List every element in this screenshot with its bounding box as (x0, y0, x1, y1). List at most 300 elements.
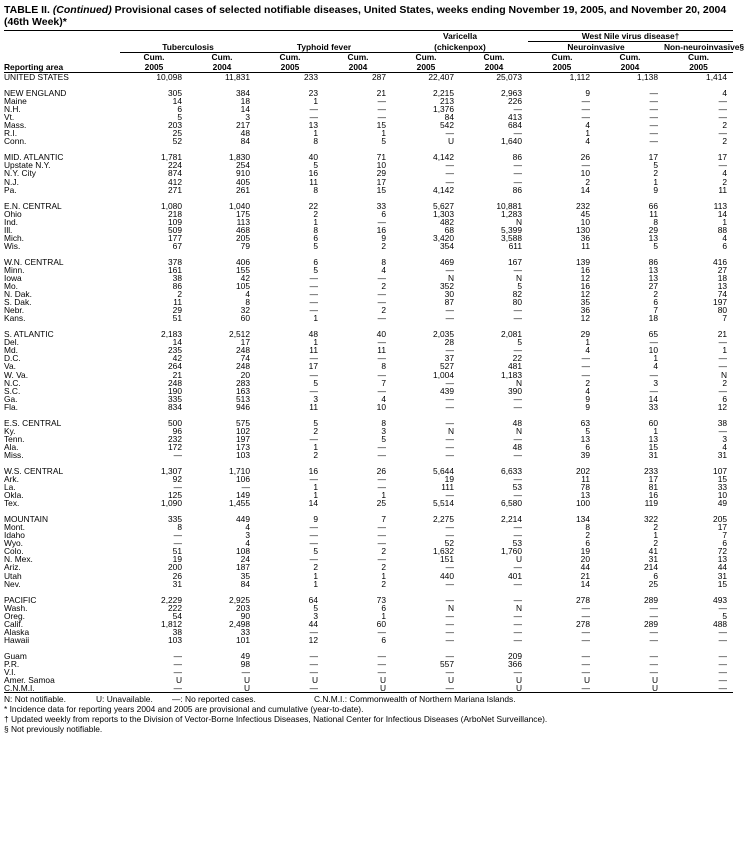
value-cell: — (377, 522, 386, 533)
table-row (4, 668, 733, 676)
value-cell: 96 (172, 425, 182, 436)
value-cell: — (718, 104, 728, 115)
table-row (4, 129, 733, 137)
reporting-area-cell: Alaska (4, 626, 30, 637)
value-cell: — (309, 667, 318, 677)
value-cell: U (447, 675, 454, 686)
value-cell: U (515, 554, 522, 565)
value-cell: 542 (440, 120, 454, 131)
value-cell: 3 (245, 112, 250, 123)
table-title (4, 4, 733, 28)
value-cell: 1 (585, 337, 590, 348)
value-cell: 9 (585, 393, 590, 404)
value-cell: 17 (308, 361, 318, 372)
value-cell: 10,098 (156, 72, 182, 82)
value-cell: 1 (313, 96, 318, 107)
value-cell: 44 (717, 562, 728, 573)
value-cell: 86 (648, 256, 658, 267)
value-cell: — (377, 626, 386, 637)
value-cell: 2 (381, 578, 386, 589)
value-cell: — (173, 538, 182, 549)
value-cell: 6 (585, 538, 590, 549)
value-cell: 26 (580, 152, 590, 163)
value-cell: 1 (381, 128, 386, 139)
value-cell: 2 (381, 305, 386, 316)
value-cell: 2 (722, 120, 728, 131)
value-cell: — (173, 658, 182, 669)
value-cell: — (718, 112, 728, 123)
value-cell: 9 (381, 232, 386, 243)
header-year: 2004 (460, 62, 528, 73)
value-cell: — (649, 369, 658, 380)
reporting-area-cell: N. Mex. (4, 554, 33, 565)
value-cell: 10 (717, 490, 728, 501)
value-cell: 103 (236, 449, 250, 460)
value-cell: U (583, 675, 590, 686)
value-cell: 6 (313, 256, 318, 267)
value-cell: 25 (648, 578, 658, 589)
value-cell: 4,142 (433, 184, 454, 195)
value-cell: — (649, 112, 658, 123)
reporting-area-cell: R.I. (4, 128, 18, 139)
value-cell: — (513, 667, 522, 677)
value-cell: 2 (653, 289, 658, 300)
value-cell: 14 (172, 337, 182, 348)
value-cell: — (445, 377, 454, 388)
spacer-row (4, 250, 733, 258)
table-row (4, 467, 733, 475)
value-cell: — (377, 353, 386, 364)
value-cell: — (581, 610, 590, 621)
reporting-area-cell: Nebr. (4, 305, 25, 316)
reporting-area-cell: Wyo. (4, 538, 24, 549)
value-cell: 232 (576, 200, 590, 211)
value-cell: 9 (653, 184, 658, 195)
value-cell: 2 (585, 530, 590, 541)
value-cell: 88 (717, 224, 728, 235)
value-cell: 20 (580, 554, 590, 565)
value-cell: 38 (172, 626, 182, 637)
value-cell: — (581, 361, 590, 372)
header-cum: Cum. (279, 52, 301, 62)
value-cell: 81 (648, 482, 658, 493)
value-cell: 6 (381, 602, 386, 613)
reporting-area-cell: Calif. (4, 618, 24, 629)
value-cell: 1,090 (161, 498, 182, 509)
value-cell: 1 (381, 610, 386, 621)
value-cell: 41 (648, 546, 658, 557)
value-cell: 2,925 (229, 594, 250, 605)
value-cell: — (445, 522, 454, 533)
value-cell: 2 (653, 538, 658, 549)
value-cell: 6,633 (501, 465, 522, 476)
value-cell: 16 (308, 168, 318, 179)
value-cell: 4,142 (433, 152, 454, 163)
value-cell: 271 (168, 184, 182, 195)
value-cell: 5 (585, 425, 590, 436)
value-cell: 205 (713, 514, 728, 525)
reporting-area-cell: Iowa (4, 272, 22, 283)
value-cell: 5 (313, 240, 318, 251)
value-cell: 40 (376, 329, 386, 340)
value-cell: — (445, 168, 454, 179)
reporting-area-cell: N.H. (4, 104, 21, 115)
value-cell: 17 (648, 474, 658, 485)
reporting-area-cell: Md. (4, 345, 18, 356)
value-cell: 3,420 (433, 232, 454, 243)
value-cell: — (241, 482, 250, 493)
value-cell: 173 (236, 441, 250, 452)
table-row (4, 403, 733, 411)
reporting-area-cell: Va. (4, 361, 16, 372)
value-cell: 32 (240, 305, 250, 316)
reporting-area-cell: Upstate N.Y. (4, 160, 51, 171)
value-cell: 352 (440, 281, 454, 292)
value-cell: — (513, 594, 522, 605)
reporting-area-cell: Del. (4, 337, 19, 348)
table-row (4, 660, 733, 668)
reporting-area-cell: E.S. CENTRAL (4, 417, 62, 428)
title-rest: Provisional cases of selected notifiable diseases, United States, weeks ending November 19, 2005, and November 20, 2004 (46th Week)* (4, 4, 727, 28)
header-blank-4 (4, 53, 120, 63)
reporting-area-cell: Nev. (4, 578, 21, 589)
value-cell: 37 (444, 353, 454, 364)
value-cell: 1 (653, 353, 658, 364)
value-cell: 15 (717, 578, 728, 589)
value-cell: 8 (381, 256, 386, 267)
value-cell: 60 (240, 313, 250, 324)
value-cell: 1,830 (229, 152, 250, 163)
value-cell: — (309, 554, 318, 565)
value-cell: — (513, 433, 522, 444)
value-cell: 17 (240, 337, 250, 348)
value-cell: — (445, 176, 454, 187)
value-cell: 35 (240, 570, 250, 581)
value-cell: — (377, 337, 386, 348)
table-row (4, 73, 733, 82)
value-cell: — (309, 530, 318, 541)
value-cell: 11 (581, 474, 590, 485)
reporting-area-cell: Amer. Samoa (4, 675, 55, 686)
value-cell: 16 (308, 465, 318, 476)
reporting-area-cell: Miss. (4, 449, 24, 460)
value-cell: — (581, 96, 590, 107)
spacer-row (4, 194, 733, 202)
value-cell: 482 (440, 216, 454, 227)
value-cell: 36 (580, 232, 590, 243)
header-cum: Cum. (688, 52, 709, 62)
value-cell: 11 (309, 401, 318, 412)
value-cell: 2 (722, 176, 728, 187)
value-cell: 21 (172, 369, 182, 380)
value-cell: 13 (580, 433, 590, 444)
value-cell: 4 (722, 441, 728, 452)
value-cell: — (718, 361, 728, 372)
value-cell: 2 (722, 136, 728, 147)
table-row (4, 226, 733, 234)
value-cell: 335 (168, 514, 182, 525)
value-cell: — (513, 305, 522, 316)
value-cell: — (718, 650, 728, 661)
value-cell: 203 (236, 602, 250, 613)
value-cell: 6,580 (501, 498, 522, 509)
value-cell: 1 (653, 176, 658, 187)
value-cell: 78 (580, 482, 590, 493)
value-cell: 12 (580, 313, 590, 324)
value-cell: — (445, 401, 454, 412)
value-cell: — (513, 104, 522, 115)
value-cell: 48 (512, 417, 522, 428)
value-cell: 102 (236, 425, 250, 436)
value-cell: — (649, 626, 658, 637)
value-cell: U (460, 684, 528, 693)
value-cell: 401 (508, 570, 522, 581)
value-cell: — (309, 522, 318, 533)
value-cell: — (718, 626, 728, 637)
value-cell: 151 (440, 554, 454, 565)
value-cell: 366 (508, 658, 522, 669)
value-cell: 100 (576, 498, 590, 509)
value-cell: 36 (580, 305, 590, 316)
value-cell: 4 (722, 168, 728, 179)
value-cell: 190 (168, 385, 182, 396)
value-cell: 30 (444, 289, 454, 300)
value-cell: 22 (512, 353, 522, 364)
value-cell: 469 (440, 256, 454, 267)
value-cell: 6 (653, 570, 658, 581)
value-cell: — (581, 104, 590, 115)
value-cell: 1,112 (569, 72, 590, 82)
value-cell: 15 (376, 120, 386, 131)
value-cell: 3 (245, 530, 250, 541)
footnote-dagger: † Updated weekly from reports to the Division of Vector-Borne Infectious Diseases, National Center for Infectious Diseases (ArboNet Surveillance). (4, 714, 548, 725)
value-cell: 108 (236, 546, 250, 557)
header-varicella: Varicella (443, 31, 477, 42)
value-cell: 17 (717, 152, 728, 163)
value-cell: — (445, 618, 454, 629)
reporting-area-cell: Vt. (4, 112, 15, 123)
value-cell: 130 (576, 224, 590, 235)
table-row (4, 419, 733, 427)
table-row (4, 475, 733, 483)
value-cell: 2 (381, 546, 386, 557)
value-cell: 10 (376, 401, 386, 412)
value-cell: 113 (236, 216, 250, 227)
value-cell: 378 (168, 256, 182, 267)
table-row (4, 563, 733, 571)
value-cell: 172 (168, 441, 182, 452)
value-cell: 1,760 (501, 546, 522, 557)
value-cell: 84 (240, 136, 250, 147)
value-cell: 200 (168, 562, 182, 573)
value-cell: 834 (168, 401, 182, 412)
value-cell: 5 (722, 610, 728, 621)
value-cell: — (513, 449, 522, 460)
spacer-row (4, 322, 733, 330)
value-cell: 31 (648, 554, 658, 565)
value-cell: 13 (648, 232, 658, 243)
value-cell: N (447, 272, 454, 283)
value-cell: 4 (722, 88, 728, 99)
value-cell: 29 (580, 329, 590, 340)
value-cell: — (445, 490, 454, 501)
value-cell: 139 (576, 256, 590, 267)
value-cell: 80 (512, 297, 522, 308)
reporting-area-cell: Fla. (4, 401, 18, 412)
value-cell: — (173, 667, 182, 677)
table-row (4, 346, 733, 354)
value-cell: 14 (648, 393, 658, 404)
value-cell: N (720, 369, 728, 380)
spacer-row (4, 459, 733, 467)
value-cell: 4 (245, 522, 250, 533)
header-blank (4, 31, 120, 42)
value-cell: — (649, 337, 658, 348)
value-cell: 8 (245, 297, 250, 308)
table-row (4, 555, 733, 563)
value-cell: 14 (580, 578, 590, 589)
value-cell: 177 (168, 232, 182, 243)
value-cell: 49 (717, 498, 728, 509)
value-cell: — (513, 264, 522, 275)
value-cell: 2,035 (433, 329, 454, 340)
value-cell: 6 (722, 393, 728, 404)
header-cum: Cum. (551, 52, 573, 62)
value-cell: — (718, 425, 728, 436)
value-cell: 203 (168, 120, 182, 131)
value-cell: 167 (508, 256, 522, 267)
table-row (4, 387, 733, 395)
table-row (4, 178, 733, 186)
value-cell: 63 (580, 417, 590, 428)
value-cell: — (718, 128, 728, 139)
value-cell: 60 (648, 417, 658, 428)
note-u: U: Unavailable. (96, 694, 153, 705)
value-cell: 416 (713, 256, 728, 267)
value-cell: 2 (585, 176, 590, 187)
value-cell: 874 (168, 168, 182, 179)
value-cell: 161 (168, 264, 182, 275)
value-cell: 224 (168, 160, 182, 171)
value-cell: 31 (717, 570, 728, 581)
value-cell: 2,183 (161, 329, 182, 340)
value-cell: 232 (168, 433, 182, 444)
value-cell: — (173, 650, 182, 661)
table-row (4, 515, 733, 523)
spacer-row (4, 145, 733, 153)
value-cell: 384 (236, 88, 250, 99)
value-cell: 18 (240, 96, 250, 107)
value-cell: — (309, 297, 318, 308)
value-cell: 235 (168, 345, 182, 356)
value-cell: — (377, 667, 386, 677)
value-cell: — (377, 554, 386, 565)
value-cell: — (377, 272, 386, 283)
value-cell: 44 (308, 618, 318, 629)
reporting-area-cell: Ill. (4, 224, 13, 235)
value-cell: 10 (580, 168, 590, 179)
title-prefix: TABLE II. (4, 4, 53, 16)
reporting-area-cell: Wash. (4, 602, 28, 613)
value-cell: 1,710 (229, 465, 250, 476)
value-cell: 11 (649, 208, 658, 219)
value-cell: 1 (313, 128, 318, 139)
table-row (4, 652, 733, 660)
table-row (4, 218, 733, 226)
value-cell: 449 (236, 514, 250, 525)
value-cell: 5,627 (433, 200, 454, 211)
value-cell: 4 (585, 345, 590, 356)
header-year: 2005 (392, 62, 460, 73)
value-cell: 4 (381, 393, 386, 404)
value-cell: 16 (648, 490, 658, 501)
value-cell: 90 (240, 610, 250, 621)
value-cell: 217 (236, 120, 250, 131)
table-row (4, 105, 733, 113)
value-cell: 500 (168, 417, 182, 428)
value-cell: 1,455 (229, 498, 250, 509)
value-cell: 440 (440, 570, 454, 581)
value-cell: 92 (172, 474, 182, 485)
value-cell: 222 (168, 602, 182, 613)
value-cell: 283 (236, 377, 250, 388)
value-cell: 1 (722, 345, 728, 356)
value-cell: 71 (376, 152, 386, 163)
value-cell: 33 (376, 200, 386, 211)
table-row (4, 338, 733, 346)
value-cell: — (377, 104, 386, 115)
table-row (4, 314, 733, 322)
value-cell: 233 (644, 465, 658, 476)
value-cell: — (528, 684, 596, 693)
value-cell: — (581, 650, 590, 661)
value-cell: 412 (168, 176, 182, 187)
table-row (4, 266, 733, 274)
value-cell: 1,138 (637, 72, 658, 82)
value-cell: 6 (722, 538, 728, 549)
value-cell: — (513, 610, 522, 621)
value-cell: 109 (168, 216, 182, 227)
value-cell: 51 (172, 546, 182, 557)
value-cell: 254 (236, 160, 250, 171)
value-cell: — (309, 369, 318, 380)
reporting-area-cell: Okla. (4, 490, 24, 501)
reporting-area-cell: E.N. CENTRAL (4, 200, 62, 211)
value-cell: 1 (313, 490, 318, 501)
value-cell: — (513, 626, 522, 637)
value-cell: U (324, 684, 392, 693)
header-blank-3 (4, 42, 120, 53)
value-cell: U (188, 684, 256, 693)
table-row (4, 354, 733, 362)
value-cell: 103 (168, 634, 182, 645)
value-cell: 26 (376, 465, 386, 476)
value-cell: — (649, 88, 658, 99)
table-row (4, 153, 733, 161)
value-cell: 33 (648, 401, 658, 412)
value-cell: 287 (372, 72, 386, 82)
reporting-area-cell: Colo. (4, 546, 24, 557)
value-cell: — (377, 96, 386, 107)
value-cell: 35 (580, 297, 590, 308)
value-cell: N (515, 216, 522, 227)
table-row (4, 113, 733, 121)
value-cell: 25 (172, 128, 182, 139)
value-cell: 468 (236, 224, 250, 235)
table-row (4, 620, 733, 628)
value-cell: — (664, 684, 733, 693)
value-cell: 1 (313, 313, 318, 324)
